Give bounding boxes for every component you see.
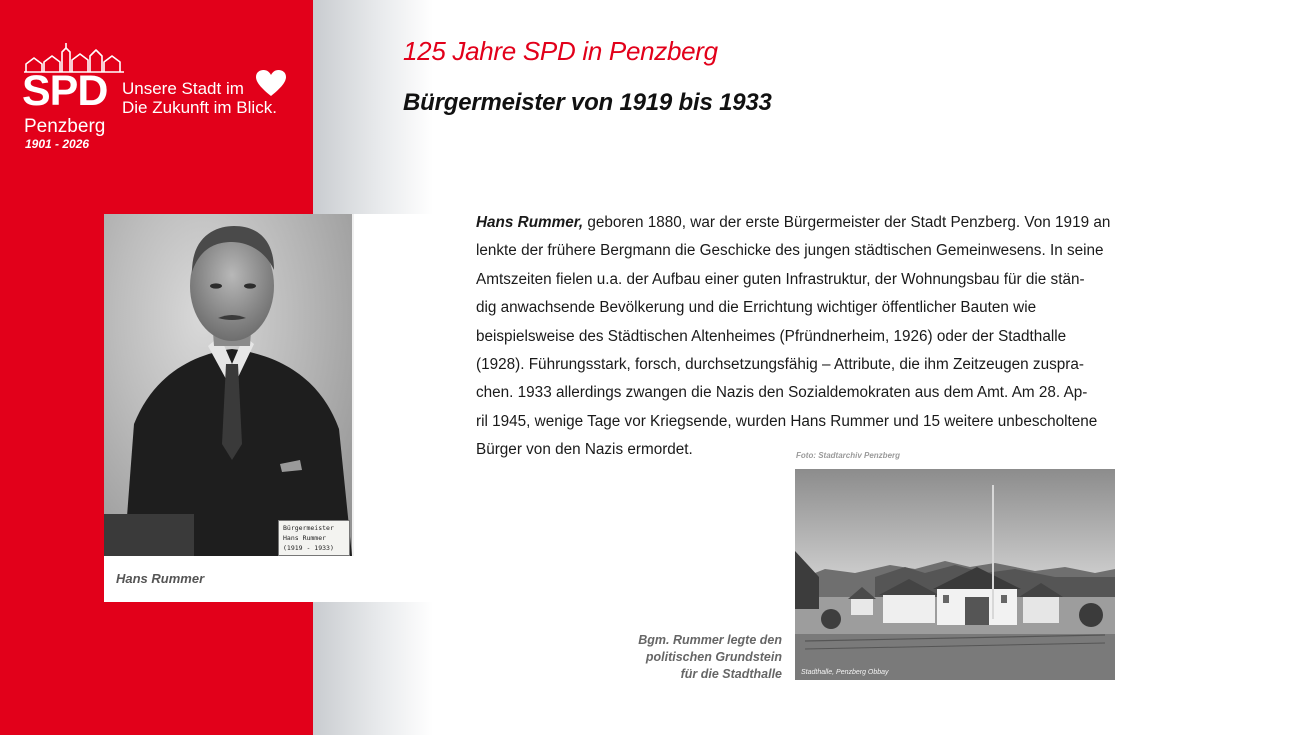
article-line: chen. 1933 allerdings zwangen die Nazis den Sozialdemokraten aus dem Amt. Am 28. Ap- xyxy=(476,384,1088,402)
article-line: dig anwachsende Bevölkerung und die Errichtung wichtiger öffentlicher Bauten wie xyxy=(476,299,1037,317)
portrait-figure xyxy=(104,214,352,556)
article-line xyxy=(476,209,1118,237)
portrait-label-line-2: Hans Rummer xyxy=(283,534,327,542)
portrait-caption: Hans Rummer xyxy=(116,571,205,586)
article-line: Bürger von den Nazis ermordet. xyxy=(476,441,693,459)
portrait-photo xyxy=(104,214,354,556)
stadthalle-scene xyxy=(795,469,1115,680)
page-title: Bürgermeister von 1919 bis 1933 xyxy=(403,89,772,116)
article-body xyxy=(476,209,1118,465)
photo-caption-line-1: Bgm. Rummer legte den xyxy=(638,633,782,647)
logo-slogan xyxy=(122,79,277,117)
portrait-label-line-1: Bürgermeister xyxy=(283,524,334,532)
photo-inscription: Stadthalle, Penzberg Obbay xyxy=(801,669,889,676)
article-line: (1928). Führungsstark, forsch, durchsetzungsfähig – Attribute, die ihm Zeitzeugen zuspra- xyxy=(476,356,1084,374)
spd-wordmark: SPD xyxy=(22,67,108,115)
photo-caption xyxy=(600,632,782,683)
article-lead-name: Hans Rummer, xyxy=(476,214,584,231)
anniversary-kicker: 125 Jahre SPD in Penzberg xyxy=(403,36,718,66)
photo-caption-line-2: politischen Grundstein xyxy=(645,650,782,664)
logo-years: 1901 - 2026 xyxy=(25,137,90,151)
article-line-1-rest: geboren 1880, war der erste Bürgermeister der Stadt Penzberg. Von 1919 an xyxy=(587,214,1111,231)
slogan-line-2: Die Zukunft im Blick. xyxy=(122,98,277,117)
portrait-label-line-3: (1919 - 1933) xyxy=(283,544,334,552)
photo-credit: Foto: Stadtarchiv Penzberg xyxy=(796,451,901,460)
photo-caption-line-3: für die Stadthalle xyxy=(680,667,782,681)
article-line: lenkte der frühere Bergmann die Geschicke des jungen städtischen Gemeinwesens. In seine xyxy=(476,242,1104,260)
article-line: Amtszeiten fielen u.a. der Aufbau einer guten Infrastruktur, der Wohnungsbau für die stän- xyxy=(476,270,1085,288)
slogan-line-1: Unsere Stadt im xyxy=(122,79,244,98)
article-line: beispielsweise des Städtischen Altenheimes (Pfründnerheim, 1926) oder der Stadthalle xyxy=(476,327,1067,345)
stadthalle-photo xyxy=(795,469,1115,680)
heart-icon xyxy=(255,69,287,97)
portrait-card xyxy=(104,214,434,602)
article-line: ril 1945, wenige Tage vor Kriegsende, wurden Hans Rummer und 15 weitere unbescholtene xyxy=(476,412,1098,430)
spd-logo xyxy=(22,42,302,152)
logo-city: Penzberg xyxy=(24,116,106,137)
portrait-name-label xyxy=(278,520,350,556)
